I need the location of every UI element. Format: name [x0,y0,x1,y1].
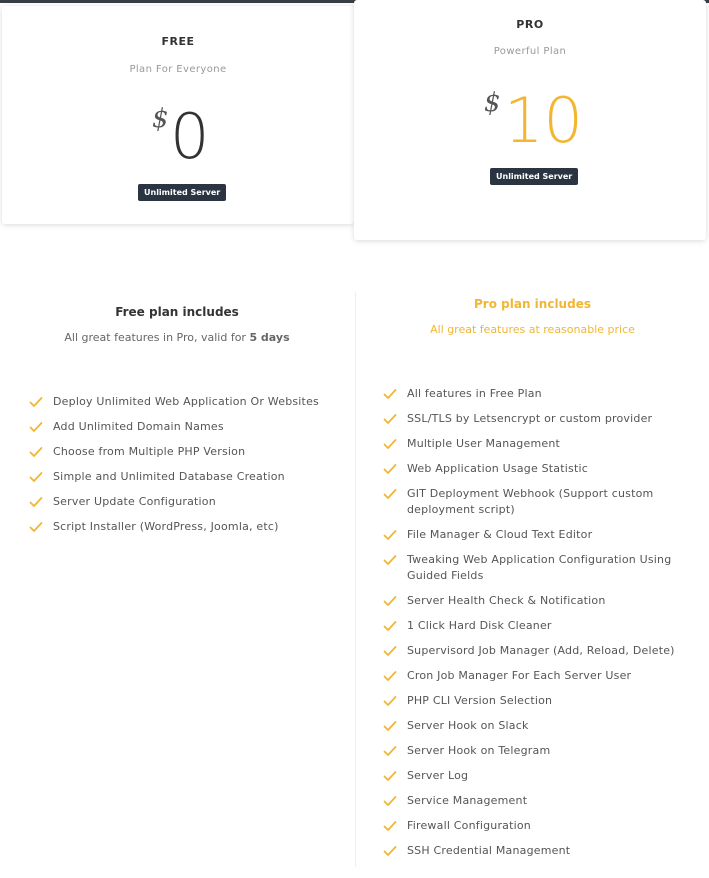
feature-label: File Manager & Cloud Text Editor [407,528,593,541]
feature-label: Cron Job Manager For Each Server User [407,669,632,682]
plan-subtitle: Powerful Plan [493,46,567,57]
feature-item [383,818,699,834]
feature-item [29,519,349,535]
feature-item [29,444,349,460]
check-icon [29,446,43,458]
feature-item [29,469,349,485]
check-icon [383,770,397,782]
feature-label: Script Installer (WordPress, Joomla, etc) [53,520,279,533]
feature-item [29,394,349,410]
feature-label: Firewall Configuration [407,819,531,832]
section-description [0,331,354,344]
server-badge: Unlimited Server [490,168,578,185]
column-divider [355,292,356,867]
feature-label: PHP CLI Version Selection [407,694,553,707]
feature-label: Server Hook on Telegram [407,744,551,757]
check-icon [383,845,397,857]
check-icon [383,645,397,657]
feature-item [383,552,699,584]
check-icon [383,720,397,732]
price [354,84,706,157]
feature-label: Server Hook on Slack [407,719,529,732]
currency-symbol: $ [152,104,169,134]
feature-label: Server Update Configuration [53,495,216,508]
feature-label: All features in Free Plan [407,387,542,400]
check-icon [383,745,397,757]
check-icon [383,620,397,632]
free-plan-card[interactable] [2,6,354,224]
check-icon [383,554,397,566]
feature-item [383,436,699,452]
price-amount: 0 [170,100,210,173]
server-badge: Unlimited Server [138,184,226,201]
check-icon [383,388,397,400]
section-description: All great features at reasonable price [430,323,635,336]
feature-item [383,486,699,518]
check-icon [383,670,397,682]
feature-item [383,618,699,634]
feature-item [383,386,699,402]
desc-text: All great features in Pro, valid for [64,331,250,344]
feature-label: Server Log [407,769,469,782]
check-icon [383,413,397,425]
check-icon [383,795,397,807]
check-icon [383,438,397,450]
check-icon [383,820,397,832]
check-icon [29,421,43,433]
feature-item [29,419,349,435]
plan-name: FREE [161,35,195,48]
pro-feature-list [383,386,699,868]
feature-item [383,693,699,709]
section-title: Free plan includes [115,305,239,319]
section-title: Pro plan includes [474,297,591,311]
feature-label: Tweaking Web Application Configuration Using Guided Fields [407,553,672,582]
currency-symbol: $ [484,88,501,118]
check-icon [29,471,43,483]
free-feature-list [29,394,349,544]
feature-label: 1 Click Hard Disk Cleaner [407,619,552,632]
plan-subtitle: Plan For Everyone [129,64,227,75]
feature-item [383,668,699,684]
pro-section-header [356,297,709,336]
feature-item [29,494,349,510]
feature-item [383,643,699,659]
feature-label: Add Unlimited Domain Names [53,420,224,433]
feature-item [383,411,699,427]
check-icon [383,695,397,707]
check-icon [29,496,43,508]
check-icon [383,529,397,541]
feature-item [383,843,699,859]
free-section-header [0,305,354,344]
feature-label: Supervisord Job Manager (Add, Reload, Delete) [407,644,675,657]
feature-label: Deploy Unlimited Web Application Or Websites [53,395,319,408]
feature-label: GIT Deployment Webhook (Support custom deployment script) [407,487,654,516]
price [2,100,354,174]
feature-label: Server Health Check & Notification [407,594,606,607]
feature-label: Choose from Multiple PHP Version [53,445,246,458]
feature-label: Simple and Unlimited Database Creation [53,470,285,483]
desc-bold: 5 days [249,331,290,344]
feature-item [383,793,699,809]
feature-item [383,718,699,734]
check-icon [383,488,397,500]
feature-item [383,527,699,543]
feature-label: Multiple User Management [407,437,561,450]
feature-label: SSL/TLS by Letsencrypt or custom provider [407,412,653,425]
check-icon [383,463,397,475]
price-amount: 10 [504,84,583,157]
feature-label: Web Application Usage Statistic [407,462,588,475]
check-icon [29,396,43,408]
check-icon [29,521,43,533]
feature-item [383,593,699,609]
feature-item [383,461,699,477]
feature-label: Service Management [407,794,528,807]
feature-item [383,743,699,759]
plan-name: PRO [516,18,544,31]
feature-item [383,768,699,784]
pro-plan-card[interactable] [354,0,706,240]
feature-label: SSH Credential Management [407,844,571,857]
check-icon [383,595,397,607]
